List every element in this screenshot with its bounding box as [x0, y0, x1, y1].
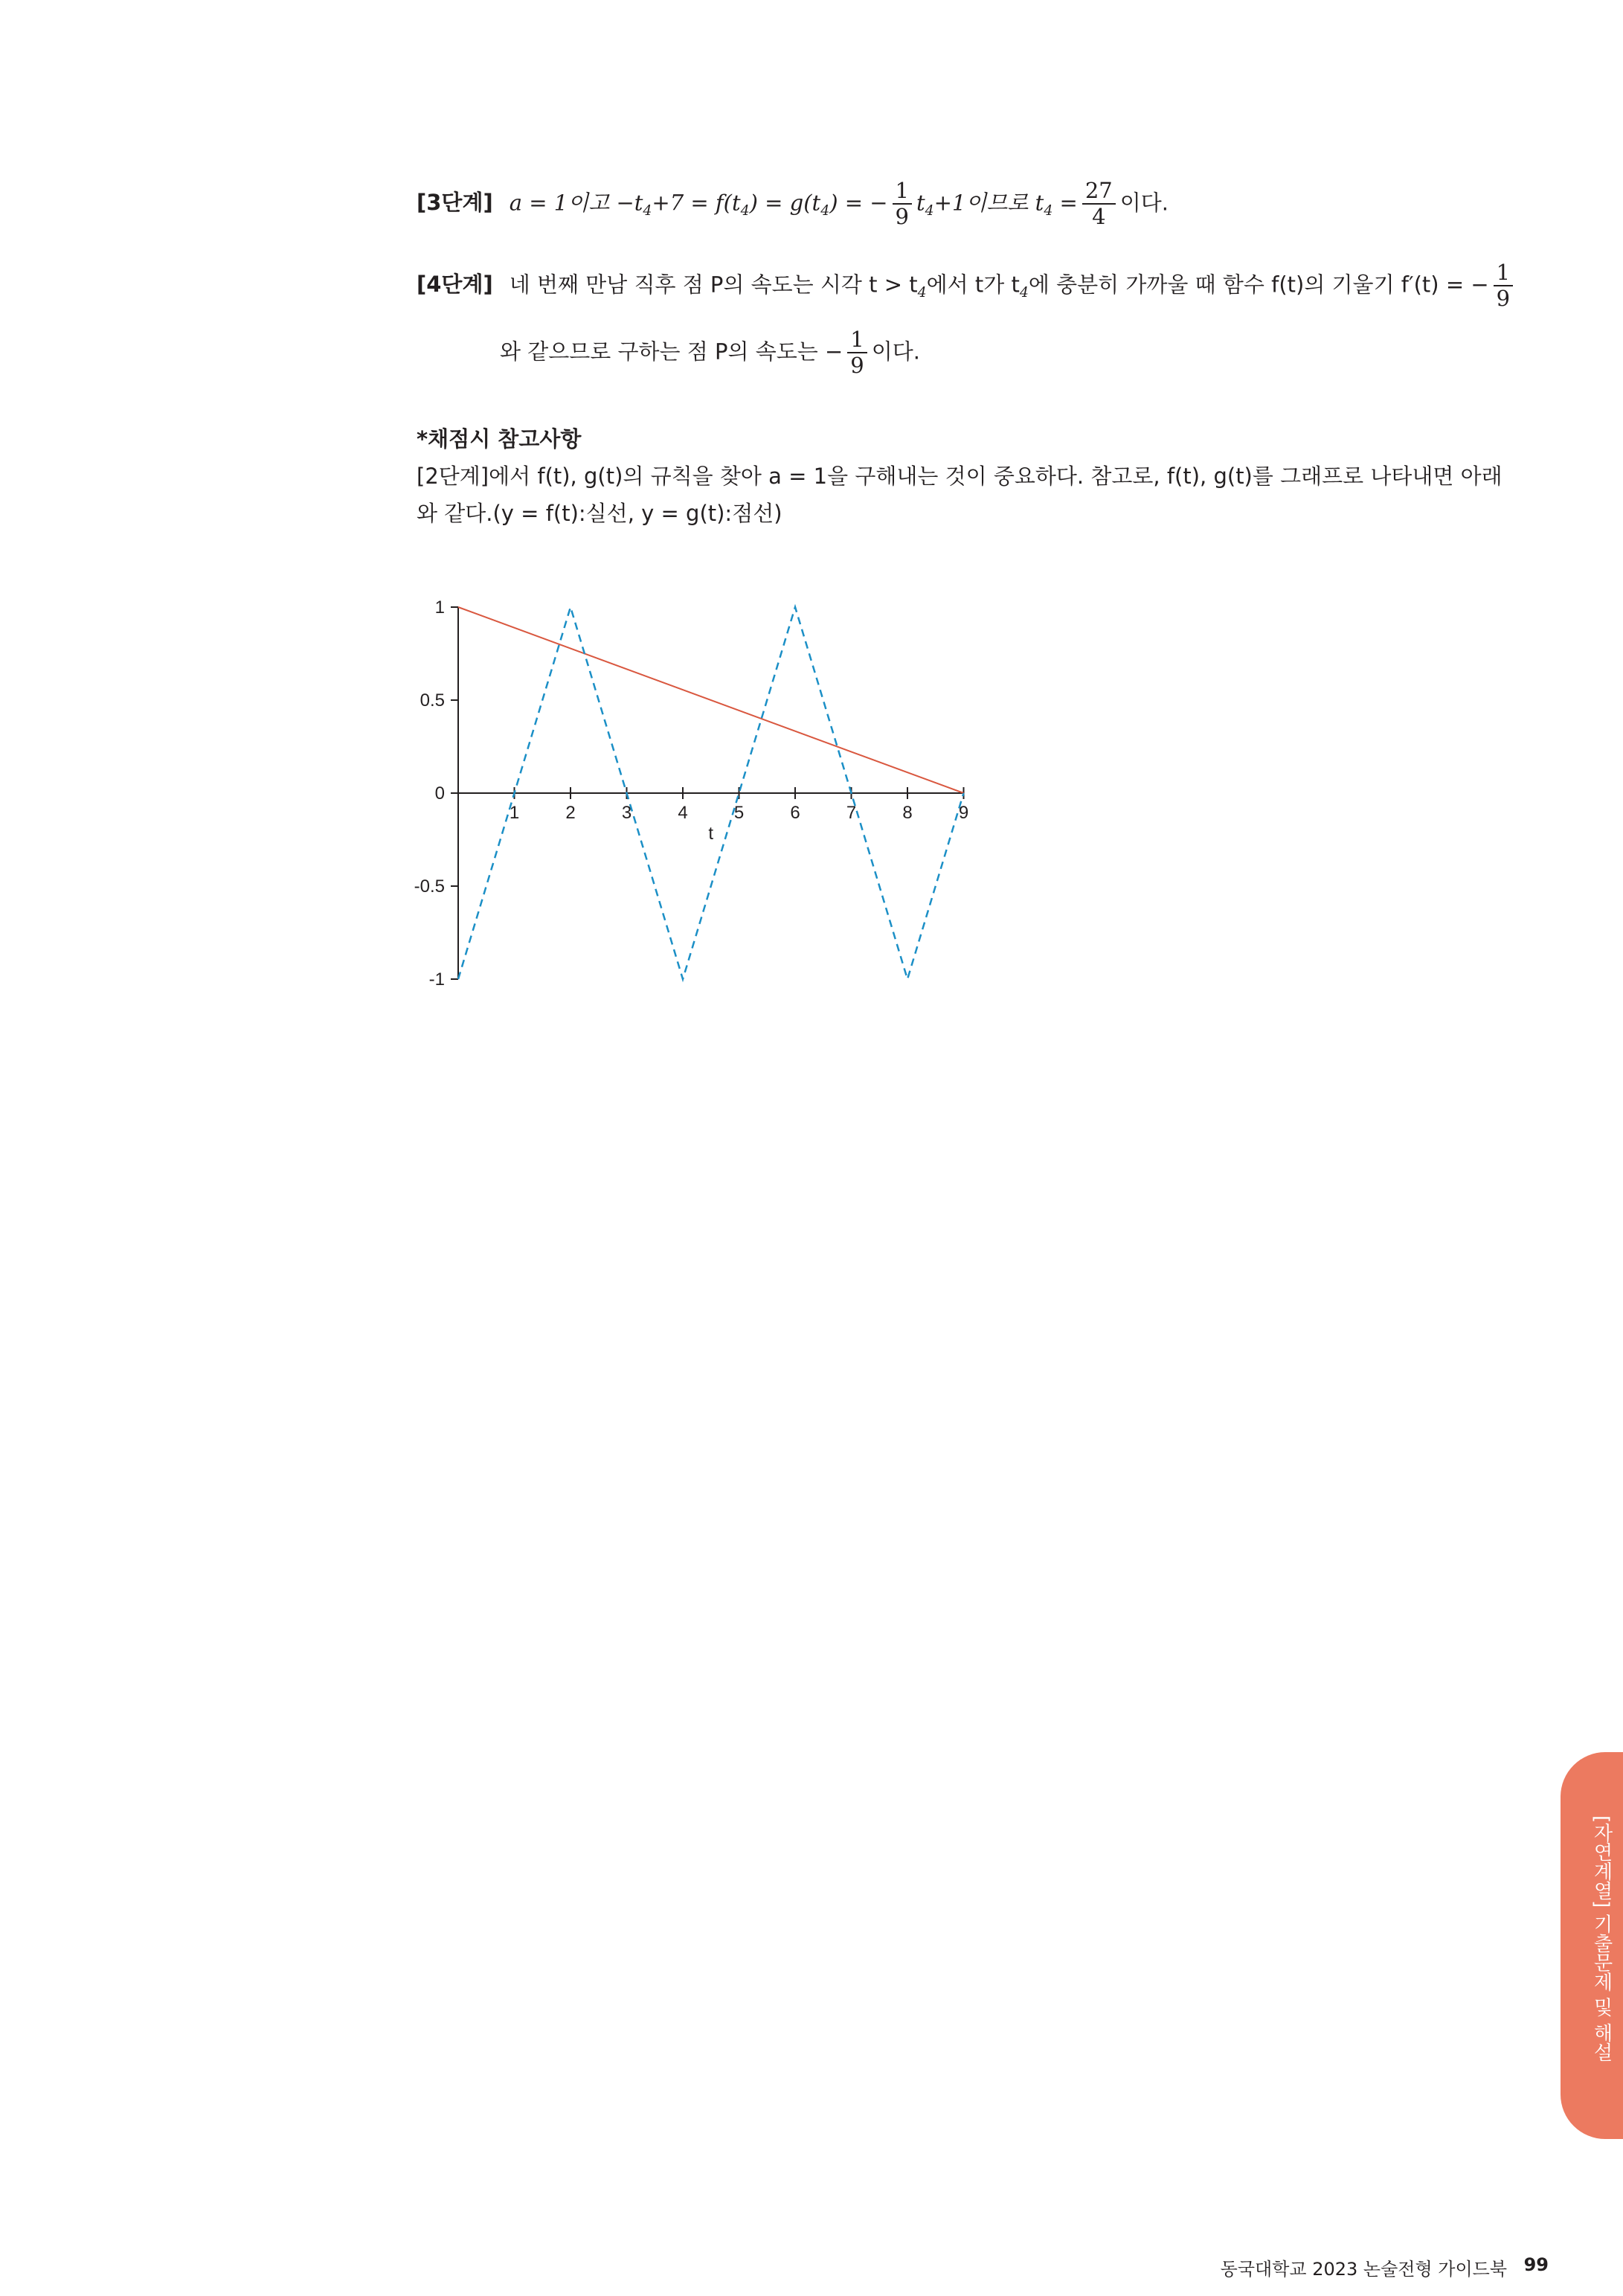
function-graph [402, 588, 1012, 1004]
fraction [893, 179, 912, 230]
note-text: [2단계]에서 f(t), g(t)의 규칙을 찾아 a = 1을 구해내는 것이 중요하다. 참고로, f(t), g(t)를 그래프로 나타내면 아래 [417, 464, 1503, 489]
subscript: 4 [1019, 285, 1029, 301]
step3-text: +7 = f(t [652, 190, 741, 216]
fraction-denominator: 4 [1092, 204, 1106, 230]
y-tick-label: -1 [428, 969, 445, 990]
x-tick-label: 2 [565, 803, 576, 823]
fraction-numerator: 1 [1494, 260, 1513, 286]
series-line-f [458, 607, 964, 793]
y-tick-label: -0.5 [414, 876, 445, 897]
step3-text: ) = g(t [749, 190, 821, 216]
note-title: *채점시 참고사항 [417, 426, 582, 452]
note-text: 와 같다.(y = f(t):실선, y = g(t):점선) [417, 501, 782, 526]
y-tick-label: 0 [434, 783, 445, 804]
x-tick-label: 4 [678, 803, 688, 823]
chapter-side-tab-label: [자연계열] 기출문제 및 해설 [1590, 1815, 1613, 2062]
x-tick-label: 6 [790, 803, 800, 823]
step3-text: 이다. [1119, 190, 1169, 216]
subscript: 4 [925, 203, 934, 219]
fraction-denominator: 9 [850, 353, 864, 379]
fraction-denominator: 9 [1496, 286, 1511, 312]
chart-axes [451, 607, 964, 979]
x-tick-label: 9 [958, 803, 969, 823]
step3-text: t [916, 190, 925, 216]
fraction-denominator: 9 [895, 204, 909, 230]
step4-text: 에서 t가 t [926, 272, 1020, 298]
subscript: 4 [917, 285, 927, 301]
step4-text: 이다. [871, 339, 920, 365]
step4-label: [4단계] [417, 272, 493, 298]
x-tick-label: 5 [733, 803, 745, 823]
x-tick-label: 7 [846, 803, 857, 823]
fraction [1494, 260, 1513, 312]
step4-line [417, 260, 1517, 312]
fraction-numerator: 27 [1082, 179, 1116, 205]
step3-text: +1이므로 t [933, 190, 1044, 216]
step3-text: = [1052, 190, 1078, 216]
step4-line2 [500, 327, 920, 379]
x-tick-label: 8 [902, 803, 913, 823]
footer-text: 동국대학교 2023 논술전형 가이드북 [1220, 2259, 1507, 2280]
subscript: 4 [643, 203, 652, 219]
step3-text: ) = − [829, 190, 888, 216]
step3-label: [3단계] [417, 190, 493, 216]
step3-text: a = 1이고 −t [509, 190, 643, 216]
y-tick-label: 0.5 [420, 690, 445, 711]
step4-text: 네 번째 만남 직후 점 P의 속도는 시각 t > t [509, 272, 918, 298]
x-tick-label: 3 [621, 803, 632, 823]
subscript: 4 [820, 203, 830, 219]
x-tick-label: 1 [509, 803, 520, 823]
step4-text: 와 같으므로 구하는 점 P의 속도는 − [500, 339, 843, 365]
step4-text: 에 충분히 가까울 때 함수 f(t)의 기울기 f′(t) = − [1028, 272, 1489, 298]
fraction-numerator: 1 [847, 327, 867, 353]
subscript: 4 [1044, 203, 1053, 219]
fraction-numerator: 1 [893, 179, 912, 205]
step3-line [417, 179, 1169, 230]
page-number: 99 [1523, 2254, 1549, 2275]
x-axis-label: t [708, 824, 714, 844]
y-tick-label: 1 [434, 597, 445, 618]
fraction [847, 327, 867, 379]
subscript: 4 [740, 203, 750, 219]
fraction [1082, 179, 1116, 230]
